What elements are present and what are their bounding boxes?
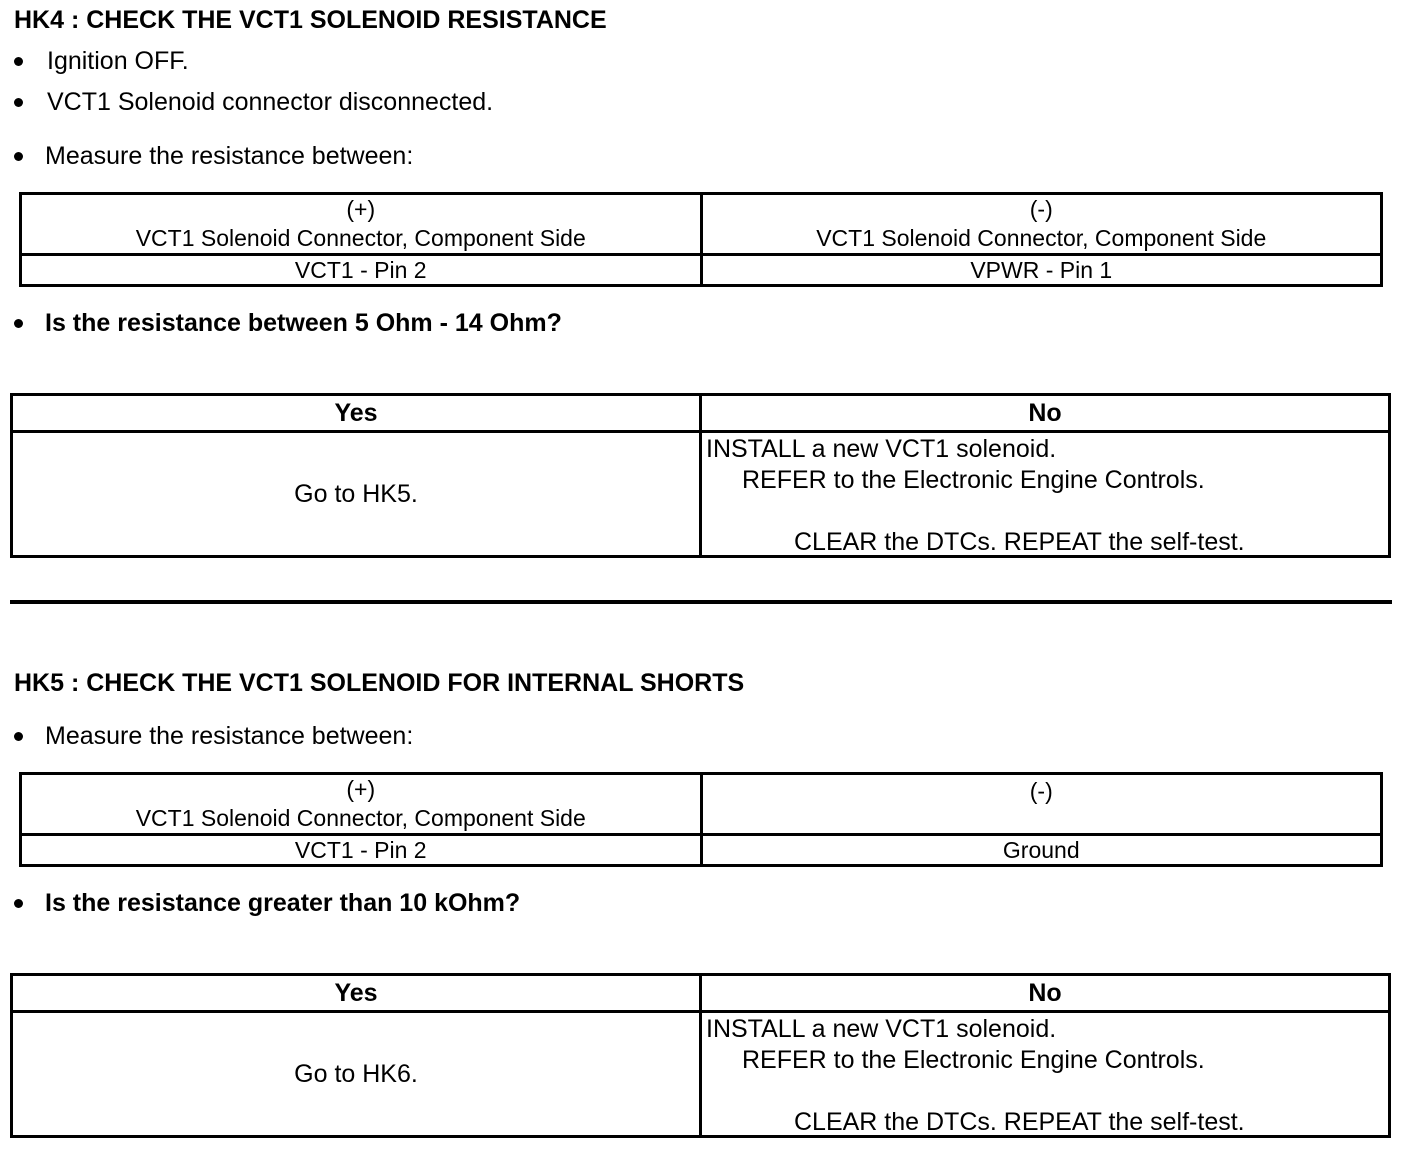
plus-header: (+) <box>346 776 376 802</box>
hk4-measure-label <box>12 142 413 171</box>
minus-header-cell <box>701 194 1382 255</box>
bullet-text: Measure the resistance between: <box>45 722 414 750</box>
hk5-title: HK5 : CHECK THE VCT1 SOLENOID FOR INTERNAL SHORTS <box>14 669 745 697</box>
yes-action: Go to HK5. <box>12 432 701 557</box>
bullet-text: Ignition OFF. <box>47 47 189 75</box>
plus-header: (+) <box>346 196 376 222</box>
minus-pin: Ground <box>701 835 1382 866</box>
yes-header: Yes <box>12 395 701 432</box>
hk5-question <box>12 889 520 918</box>
bullet-text: Measure the resistance between: <box>45 142 414 170</box>
minus-header: (-) <box>1029 778 1053 804</box>
plus-sub: VCT1 Solenoid Connector, Component Side <box>135 805 586 831</box>
bullet-dot-icon <box>14 899 23 908</box>
no-action-line: CLEAR the DTCs. REPEAT the self-test. <box>794 528 1245 556</box>
no-action-cell <box>701 1012 1390 1137</box>
no-action-line: INSTALL a new VCT1 solenoid. <box>706 1015 1057 1043</box>
no-header: No <box>701 395 1390 432</box>
hk4-decision-table <box>10 393 1391 558</box>
minus-header-cell <box>701 774 1382 835</box>
section-divider <box>10 600 1392 604</box>
minus-pin: VPWR - Pin 1 <box>701 255 1382 286</box>
hk4-title: HK4 : CHECK THE VCT1 SOLENOID RESISTANCE <box>14 6 607 34</box>
no-action-cell <box>701 432 1390 557</box>
bullet-dot-icon <box>14 152 23 161</box>
hk4-measure-table <box>19 192 1383 287</box>
hk5-measure-table <box>19 772 1383 867</box>
plus-pin: VCT1 - Pin 2 <box>21 255 702 286</box>
plus-header-cell <box>21 774 702 835</box>
plus-header-cell <box>21 194 702 255</box>
hk5-measure-label <box>12 722 413 751</box>
no-action-line: CLEAR the DTCs. REPEAT the self-test. <box>794 1108 1245 1136</box>
question-text: Is the resistance greater than 10 kOhm? <box>45 889 521 917</box>
question-text: Is the resistance between 5 Ohm - 14 Ohm? <box>45 309 562 337</box>
yes-action: Go to HK6. <box>12 1012 701 1137</box>
minus-sub: VCT1 Solenoid Connector, Component Side <box>816 225 1267 251</box>
hk4-bullet-connector <box>12 88 493 117</box>
no-action-line: REFER to the Electronic Engine Controls. <box>742 1046 1205 1074</box>
no-action-line: REFER to the Electronic Engine Controls. <box>742 466 1205 494</box>
no-action-line: INSTALL a new VCT1 solenoid. <box>706 435 1057 463</box>
bullet-dot-icon <box>14 98 23 107</box>
hk4-bullet-ignition <box>12 47 189 76</box>
hk5-decision-table <box>10 973 1391 1138</box>
hk4-question <box>12 309 562 338</box>
bullet-dot-icon <box>14 732 23 741</box>
bullet-dot-icon <box>14 319 23 328</box>
bullet-dot-icon <box>14 57 23 66</box>
plus-pin: VCT1 - Pin 2 <box>21 835 702 866</box>
plus-sub: VCT1 Solenoid Connector, Component Side <box>135 225 586 251</box>
yes-header: Yes <box>12 975 701 1012</box>
no-header: No <box>701 975 1390 1012</box>
minus-header: (-) <box>1029 196 1053 222</box>
bullet-text: VCT1 Solenoid connector disconnected. <box>47 88 494 116</box>
